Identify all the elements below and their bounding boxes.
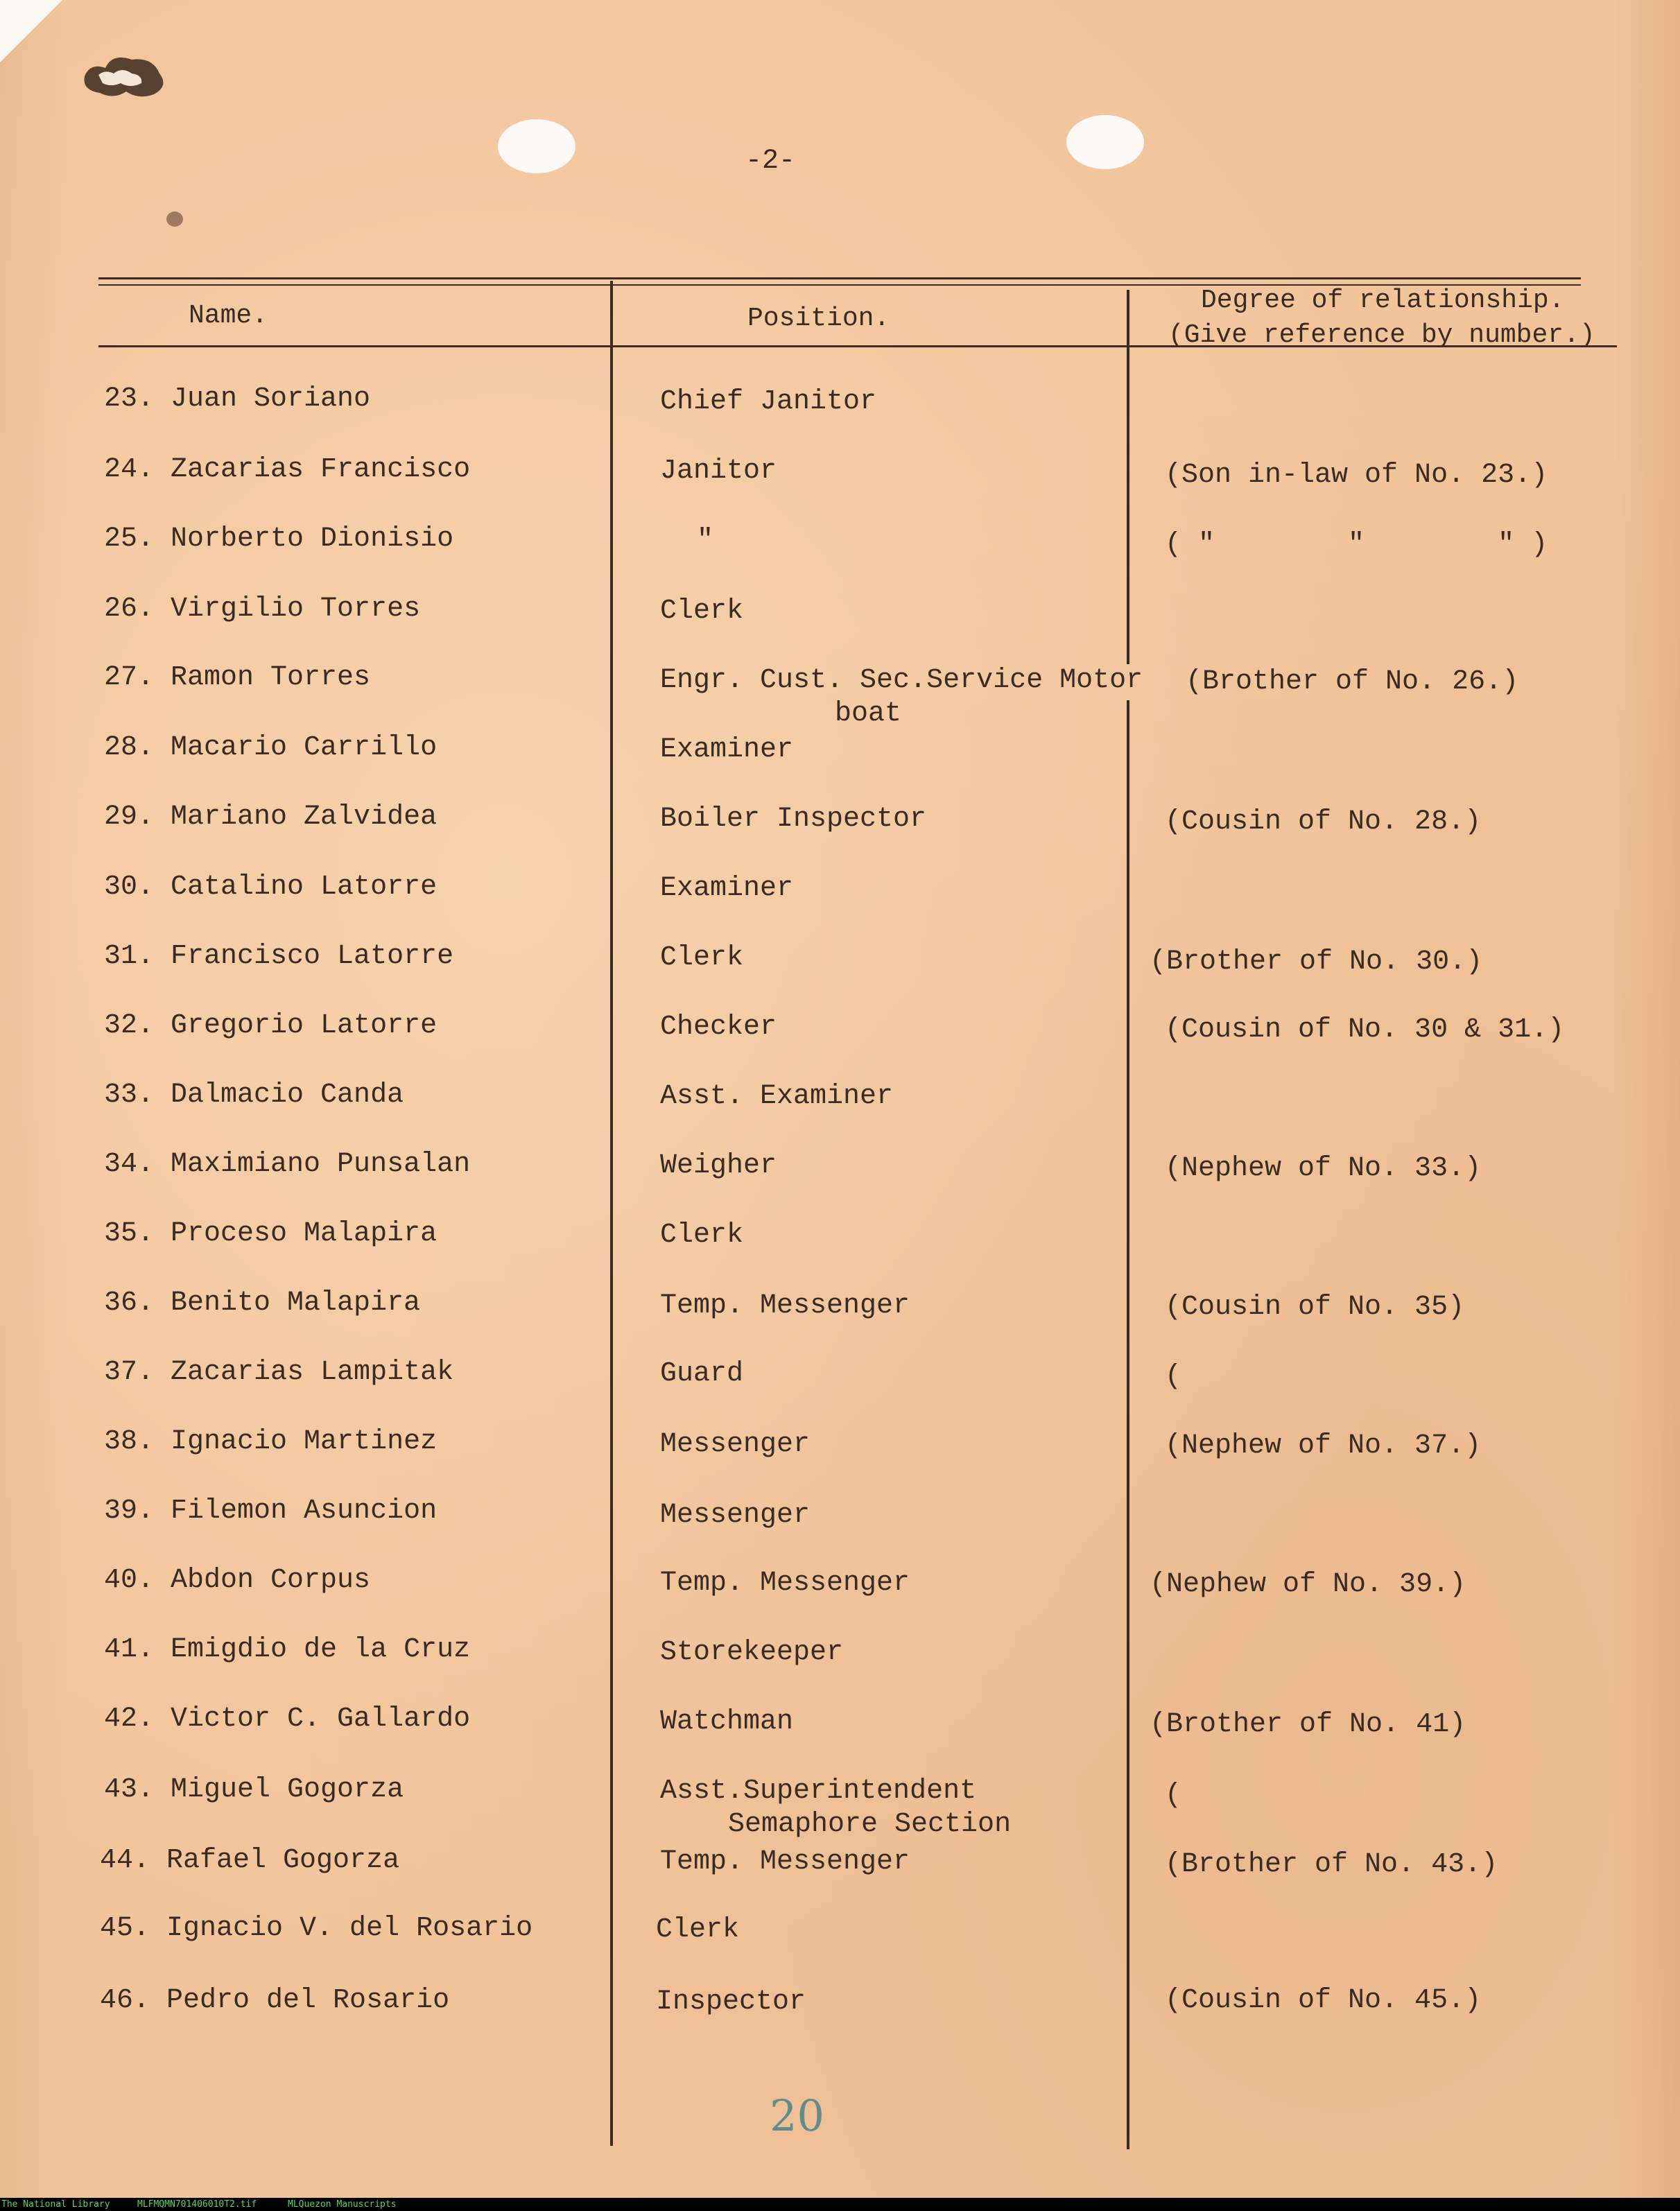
row-relationship: (Brother of No. 30.) <box>1150 946 1483 978</box>
row-relationship: (Cousin of No. 28.) <box>1165 806 1482 838</box>
row-relationship: (Cousin of No. 45.) <box>1165 1985 1482 2016</box>
row-name: 40. Abdon Corpus <box>104 1565 371 1596</box>
row-position: Storekeeper <box>660 1637 844 1668</box>
row-position-continued: Semaphore Section <box>728 1809 1012 1840</box>
row-position: Examiner <box>660 734 794 765</box>
row-name: 35. Proceso Malapira <box>104 1218 438 1249</box>
row-position-continued: boat <box>835 698 902 729</box>
ink-stain-mark <box>78 50 175 100</box>
row-relationship: (Son in-law of No. 23.) <box>1165 460 1548 491</box>
row-position: Weigher <box>660 1150 777 1181</box>
row-position: Temp. Messenger <box>660 1846 910 1878</box>
row-position: Engr. Cust. Sec.Service Motor <box>660 665 1143 696</box>
row-name: 28. Macario Carrillo <box>104 732 438 763</box>
row-position: Temp. Messenger <box>660 1290 910 1321</box>
header-relationship-line2: (Give reference by number.) <box>1168 320 1595 350</box>
row-position: Messenger <box>660 1429 811 1460</box>
column-divider-right-upper <box>1127 290 1129 664</box>
row-position: Asst.Superintendent <box>660 1776 977 1807</box>
table-top-rule <box>98 277 1581 279</box>
row-name: 30. Catalino Latorre <box>104 872 438 903</box>
row-name: 31. Francisco Latorre <box>104 941 454 972</box>
row-relationship: (Brother of No. 43.) <box>1165 1849 1498 1880</box>
row-position: Asst. Examiner <box>660 1081 894 1112</box>
row-position: Guard <box>660 1358 744 1389</box>
row-name: 25. Norberto Dionisio <box>104 523 454 555</box>
row-name: 44. Rafael Gogorza <box>100 1845 400 1876</box>
row-relationship: (Nephew of No. 39.) <box>1150 1569 1466 1600</box>
header-position: Position. <box>747 304 890 333</box>
torn-corner <box>0 0 62 62</box>
row-name: 37. Zacarias Lampitak <box>104 1357 454 1388</box>
row-position: Clerk <box>660 596 744 627</box>
row-position: Examiner <box>660 873 794 904</box>
row-position: Temp. Messenger <box>660 1568 910 1599</box>
punch-hole-left <box>498 119 575 173</box>
row-name: 27. Ramon Torres <box>104 662 371 693</box>
row-position: Checker <box>660 1012 777 1043</box>
row-name: 23. Juan Soriano <box>104 383 371 415</box>
row-position: " <box>697 525 714 556</box>
footer-library: The National Library <box>1 2199 110 2210</box>
row-name: 32. Gregorio Latorre <box>104 1010 438 1041</box>
row-position: Boiler Inspector <box>660 804 927 835</box>
row-name: 43. Miguel Gogorza <box>104 1774 404 1805</box>
page-stamp-number: 20 <box>770 2090 824 2141</box>
header-name: Name. <box>189 301 268 331</box>
footer-collection: MLQuezon Manuscripts <box>288 2199 397 2210</box>
row-name: 34. Maximiano Punsalan <box>104 1149 471 1180</box>
row-relationship: ( <box>1165 1780 1182 1811</box>
row-relationship: ( " " " ) <box>1165 529 1548 560</box>
row-name: 24. Zacarias Francisco <box>104 454 471 485</box>
ink-dot <box>166 211 183 227</box>
row-relationship: (Cousin of No. 30 & 31.) <box>1165 1014 1565 1046</box>
row-name: 38. Ignacio Martinez <box>104 1426 438 1457</box>
row-name: 26. Virgilio Torres <box>104 593 421 625</box>
row-position: Janitor <box>660 456 777 487</box>
row-position: Chief Janitor <box>660 386 877 417</box>
punch-hole-right <box>1066 115 1144 169</box>
row-relationship: (Nephew of No. 33.) <box>1165 1153 1482 1184</box>
footer-file: MLFMQMN701406010T2.tif <box>137 2199 257 2210</box>
row-relationship: ( <box>1165 1361 1182 1392</box>
row-position: Messenger <box>660 1500 811 1531</box>
archive-footer-bar <box>0 2198 1680 2211</box>
row-name: 45. Ignacio V. del Rosario <box>100 1913 533 1944</box>
row-name: 46. Pedro del Rosario <box>100 1985 450 2016</box>
header-relationship-line1: Degree of relationship. <box>1201 286 1565 315</box>
row-position: Clerk <box>660 942 744 973</box>
row-name: 29. Mariano Zalvidea <box>104 801 438 833</box>
row-name: 42. Victor C. Gallardo <box>104 1703 471 1735</box>
row-position: Clerk <box>656 1914 740 1945</box>
row-name: 36. Benito Malapira <box>104 1287 421 1319</box>
column-divider-left <box>610 281 613 2146</box>
page-number: -2- <box>745 146 796 177</box>
row-name: 33. Dalmacio Canda <box>104 1080 404 1111</box>
row-position: Watchman <box>660 1706 794 1737</box>
row-name: 41. Emigdio de la Cruz <box>104 1634 471 1665</box>
row-relationship: (Brother of No. 41) <box>1150 1709 1466 1740</box>
row-relationship: (Cousin of No. 35) <box>1165 1292 1465 1323</box>
column-divider-right-lower <box>1127 700 1129 2149</box>
row-relationship: (Nephew of No. 37.) <box>1165 1430 1482 1462</box>
row-position: Clerk <box>660 1220 744 1251</box>
row-position: Inspector <box>656 1986 806 2018</box>
row-name: 39. Filemon Asuncion <box>104 1495 438 1527</box>
row-relationship: (Brother of No. 26.) <box>1186 666 1519 697</box>
